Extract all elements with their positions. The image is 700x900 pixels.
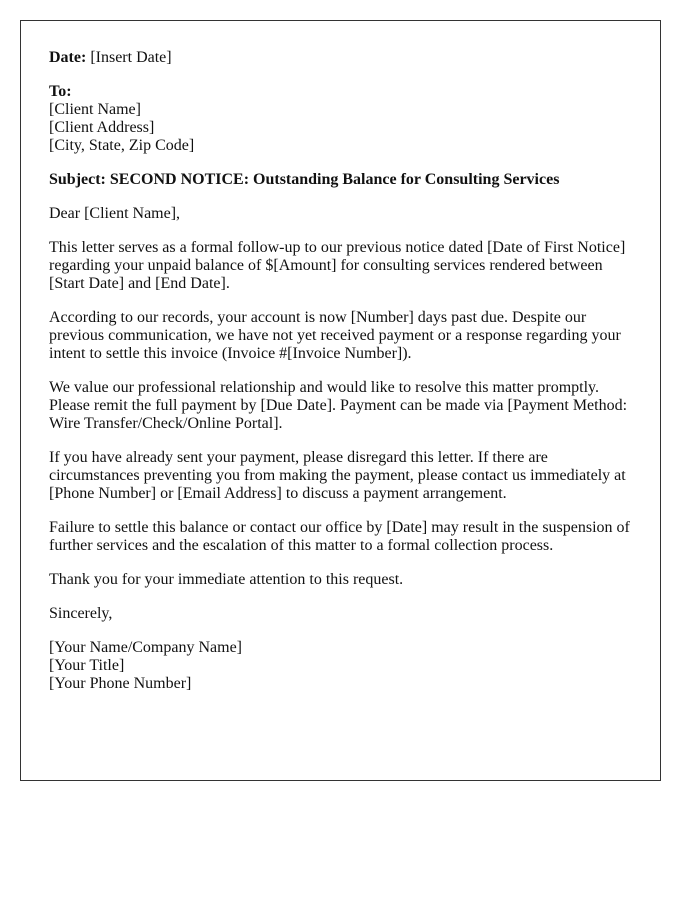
signature-phone: [Your Phone Number]	[49, 675, 192, 692]
signature-block	[49, 639, 632, 693]
paragraph-remit: We value our professional relationship and would like to resolve this matter promptly. Please remit the full payment by [Due Date]. Payment can be made via [Payment Method: Wire Transfer/Check/Online Portal].	[49, 379, 628, 432]
date-line	[49, 49, 632, 67]
signature-title: [Your Title]	[49, 657, 125, 674]
paragraph-thank-you: Thank you for your immediate attention to this request.	[49, 571, 404, 588]
paragraph-disregard: If you have already sent your payment, please disregard this letter. If there are circumstances preventing you from making the payment, please contact us immediately at [Phone Number] or [Email Address] to discuss a payment arrangement.	[49, 449, 626, 502]
paragraph-past-due: According to our records, your account is now [Number] days past due. Despite our previous communication, we have not yet received payment or a response regarding your intent to settle this invoice (Invoice #[Invoice Number]).	[49, 309, 621, 362]
subject-line	[49, 171, 632, 189]
recipient-address: [Client Address]	[49, 119, 155, 136]
paragraph-failure: Failure to settle this balance or contact our office by [Date] may result in the suspension of further services and the escalation of this matter to a formal collection process.	[49, 519, 630, 554]
recipient-name: [Client Name]	[49, 101, 141, 118]
salutation: Dear [Client Name],	[49, 205, 181, 222]
subject-text: Subject: SECOND NOTICE: Outstanding Balance for Consulting Services	[49, 171, 560, 188]
recipient-city: [City, State, Zip Code]	[49, 137, 195, 154]
letter-document	[20, 20, 661, 781]
date-label: Date:	[49, 49, 87, 66]
to-label: To:	[49, 83, 72, 100]
signature-name: [Your Name/Company Name]	[49, 639, 243, 656]
closing: Sincerely,	[49, 605, 113, 622]
date-value: [Insert Date]	[90, 49, 172, 66]
paragraph-follow-up: This letter serves as a formal follow-up to our previous notice dated [Date of First Notice] regarding your unpaid balance of $[Amount] for consulting services rendered between [Start Date] and [End Date].	[49, 239, 626, 292]
recipient-block	[49, 83, 632, 155]
